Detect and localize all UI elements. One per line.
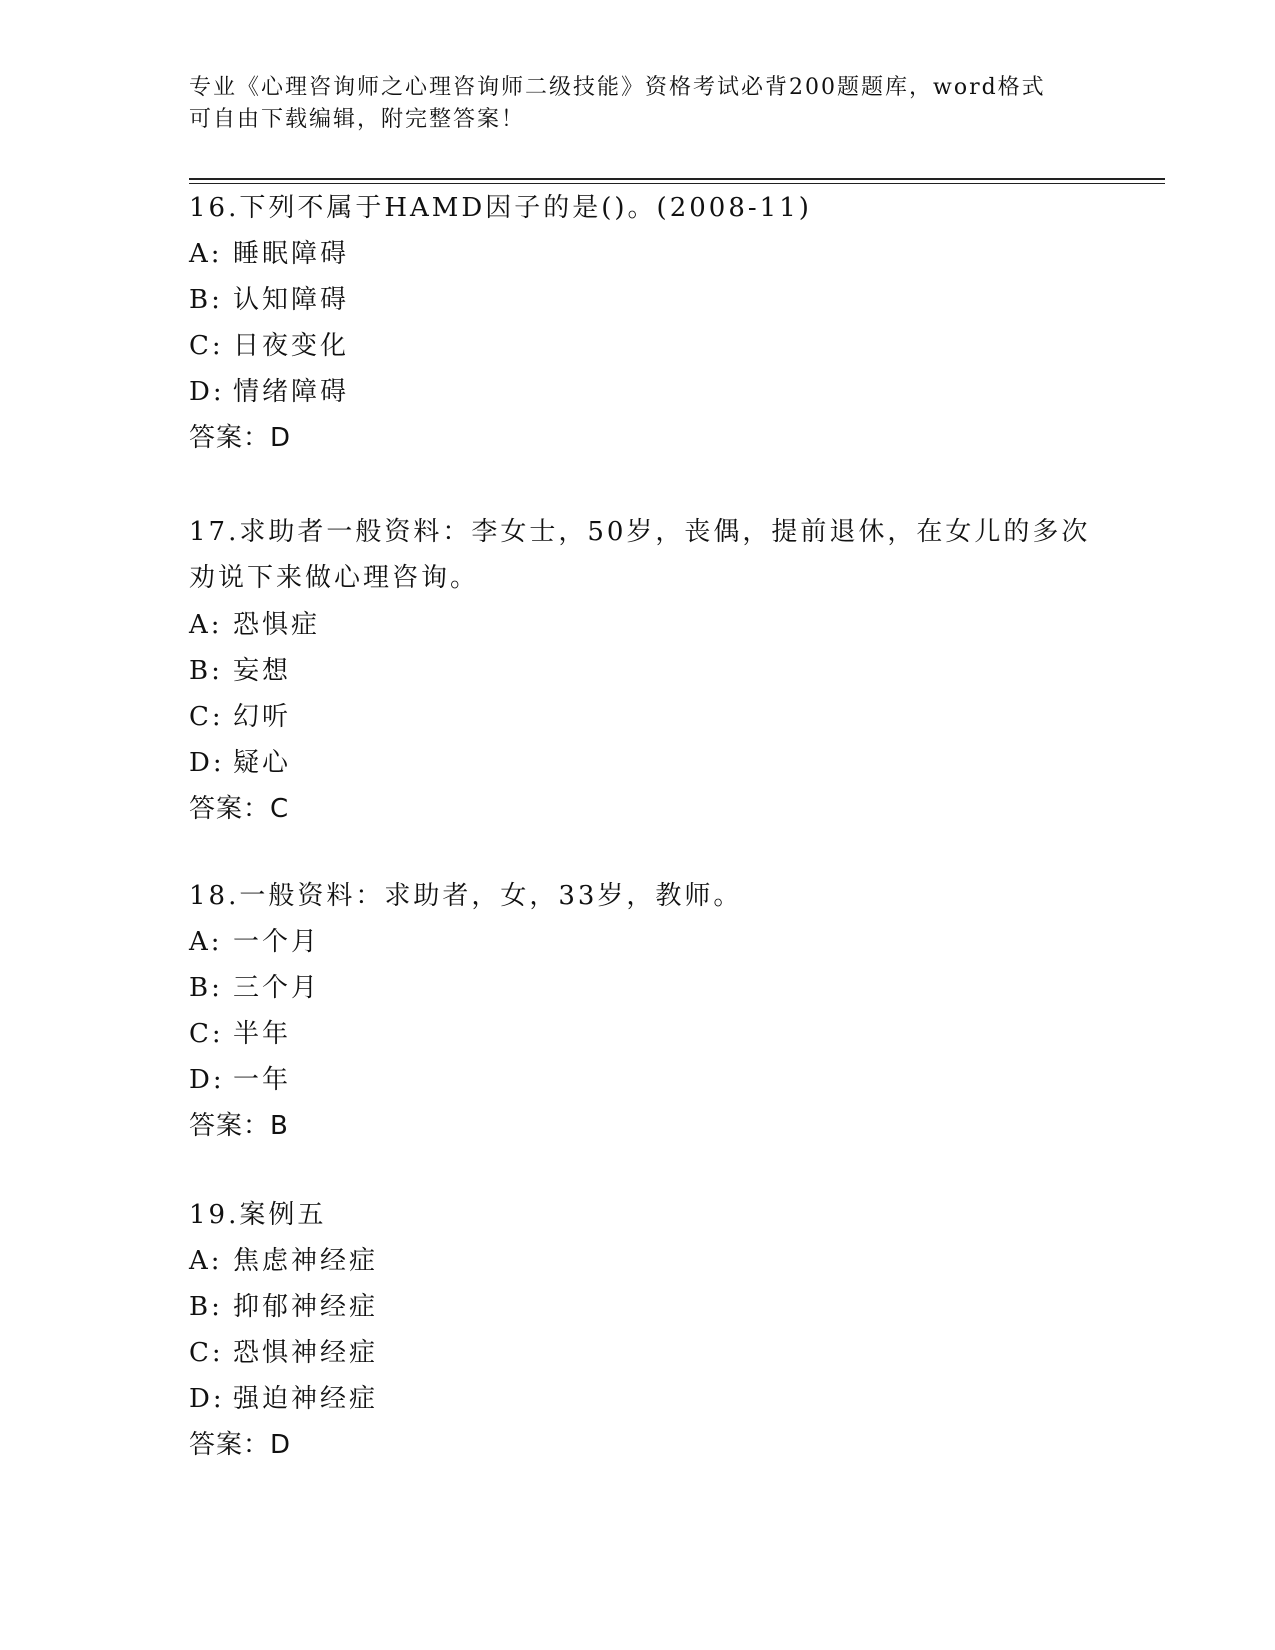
question-stem-line-1: 17.求助者一般资料：李女士，50岁，丧偶，提前退休，在女儿的多次 <box>189 517 1091 547</box>
option-d: D: 一年 <box>189 1065 292 1095</box>
answer-text: 答案：D <box>189 423 292 453</box>
option-a: A: 睡眠障碍 <box>189 239 350 269</box>
option-a: A: 恐惧症 <box>189 610 321 640</box>
option-b: B: 认知障碍 <box>189 285 350 315</box>
option-c: C: 半年 <box>189 1019 292 1049</box>
question-stem: 19.案例五 <box>189 1200 327 1230</box>
header-line-2: 可自由下载编辑，附完整答案！ <box>189 107 526 132</box>
question-17 <box>189 510 1149 832</box>
option-b: B: 抑郁神经症 <box>189 1292 379 1322</box>
option-d: D: 情绪障碍 <box>189 377 350 407</box>
document-header <box>189 72 1089 136</box>
option-d: D: 强迫神经症 <box>189 1384 379 1414</box>
option-b: B: 妄想 <box>189 656 292 686</box>
option-c: C: 幻听 <box>189 702 292 732</box>
answer-text: 答案：B <box>189 1111 289 1141</box>
option-c: C: 恐惧神经症 <box>189 1338 379 1368</box>
answer-text: 答案：C <box>189 794 290 824</box>
question-stem: 16.下列不属于HAMD因子的是()。(2008-11) <box>189 193 812 223</box>
header-divider-thick <box>189 178 1165 180</box>
option-d: D: 疑心 <box>189 748 292 778</box>
option-a: A: 焦虑神经症 <box>189 1246 379 1276</box>
question-19 <box>189 1192 1149 1468</box>
answer-text: 答案：D <box>189 1430 292 1460</box>
header-line-1: 专业《心理咨询师之心理咨询师二级技能》资格考试必背200题题库，word格式 <box>189 75 1046 100</box>
question-18 <box>189 873 1149 1149</box>
option-b: B: 三个月 <box>189 973 321 1003</box>
option-a: A: 一个月 <box>189 927 321 957</box>
question-16 <box>189 185 1149 461</box>
header-divider-thin <box>189 183 1165 184</box>
option-c: C: 日夜变化 <box>189 331 350 361</box>
question-stem-line-2: 劝说下来做心理咨询。 <box>189 563 480 593</box>
question-stem: 18.一般资料：求助者，女，33岁，教师。 <box>189 881 743 911</box>
